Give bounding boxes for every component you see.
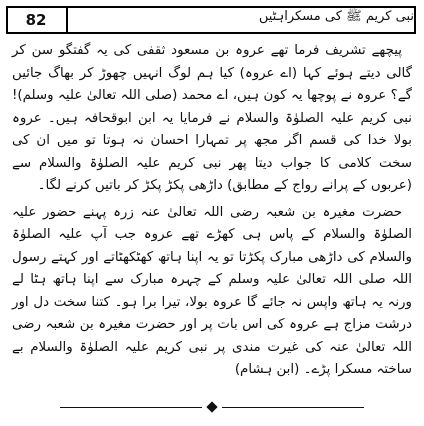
running-title-text: نبی کریم ﷺ کی مسکراہٹیں bbox=[258, 9, 414, 24]
paragraph-2: حضرت مغیرہ بن شعبہ رضی اللہ تعالیٰ عنہ زرہ پہنے حضور علیہ الصلوٰۃ والسلام کے پاس ہی کھڑے تھے عروہ جب آپ علیہ الصلوٰۃ والسلام کی داڑھی مبارک پکڑتا تو یہ اپنا ہاتھ کھٹکھٹاتے اور کہتے رسول اللہ صلی اللہ تعالیٰ علیہ وسلم کے چہرہ مبارک سے اپنا ہاتھ ہٹا لے ورنہ یہ ہاتھ واپس نہ جائے گا عروہ بولا، تیرا برا ہو۔ کتنا سخت دل اور درشت مزاج ہے عروہ کی اس بات پر اور حضرت مغیرہ بن شعبہ رضی اللہ تعالیٰ عنہ کی غیرت مندی پر نبی کریم علیہ الصلوٰۃ والسلام بے ساختہ مسکرا پڑے۔ (ابن ہشام) bbox=[12, 204, 412, 377]
diamond-icon bbox=[206, 401, 217, 412]
paragraph-1: پیچھے تشریف فرما تھے عروہ بن مسعود ثقفی کی یہ گفتگو سن کر گالی دیتے ہوئے کہا (اے عروہ) کیا ہم لوگ انہیں چھوڑ کر بھاگ جائیں گے؟ عروہ نے پوچھا یہ کون ہیں، اے محمد (صلی اللہ تعالیٰ علیہ وسلم)! نبی کریم علیہ الصلوٰۃ والسلام نے فرمایا یہ ابن ابوقحافہ ہیں۔ عروہ بولا خدا کی قسم اگر مجھ پر تمہارا احسان نہ ہوتا تو میں ان کی سخت کلامی کا جواب دیتا پھر نبی کریم علیہ الصلوٰۃ والسلام سے (عربوں کے پرانے رواج کے مطابق) داڑھی پکڑ پکڑ کر باتیں کرنے لگا۔ bbox=[12, 43, 412, 193]
footer-ornament bbox=[60, 402, 364, 412]
page-body bbox=[12, 40, 412, 386]
running-title bbox=[259, 8, 414, 27]
ornament-line-right bbox=[222, 407, 364, 408]
ornament-line-left bbox=[60, 407, 202, 408]
page-number: 82 bbox=[6, 6, 68, 34]
